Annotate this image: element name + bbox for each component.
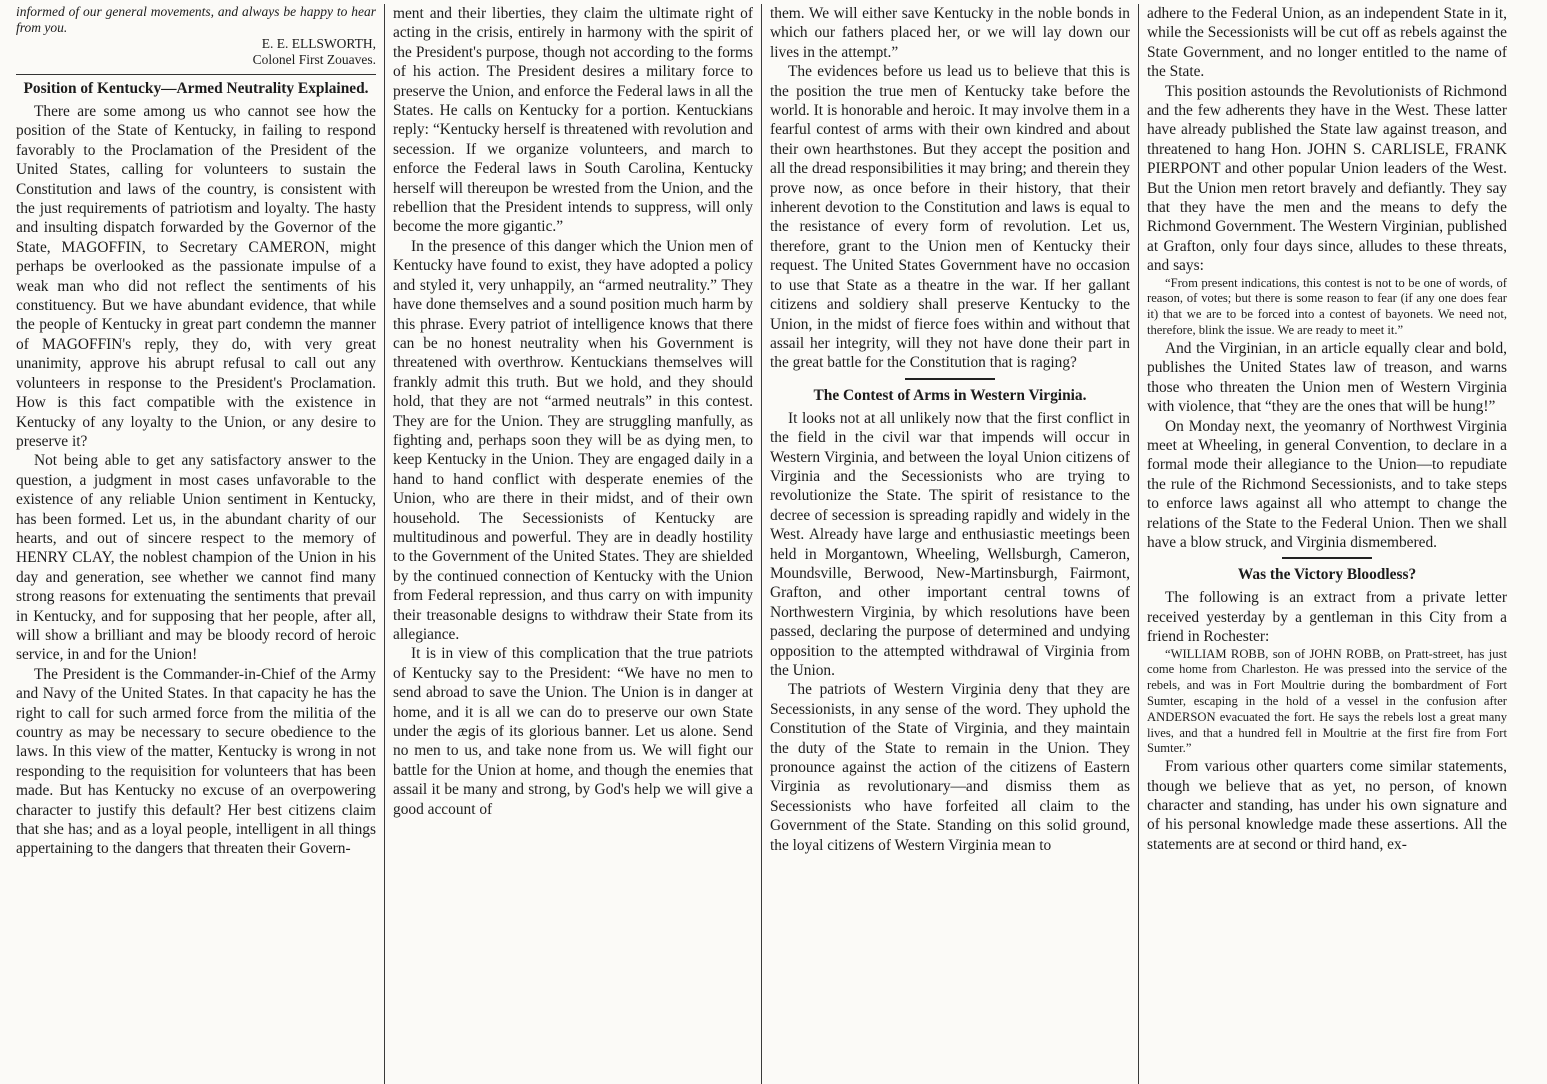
paragraph: It is in view of this complication that the true patriots of Kentucky say to the President: “We have no men to send abroad to save the Union. The Union is in danger at home, and it is all we can do to preserve our own State under the ægis of its glorious banner. Let us alone. Send no men to us, and take none from us. We will fight our battle for the Union at home, and though the enemies that assail it be many and strong, by God's help we will give a good account of	[393, 645, 753, 818]
paragraph: On Monday next, the yeomanry of Northwest Virginia meet at Wheeling, in general Convention, to declare in a formal mode their allegiance to the Union—to repudiate the rule of the Richmond Secessionists, and to take steps to enforce laws against all who attempt to change the relations of the State to the Federal Union. Then we shall have a blow struck, and Virginia dismembered.	[1147, 417, 1507, 551]
article-heading-kentucky: Position of Kentucky—Armed Neutrality Explained.	[16, 74, 376, 98]
quoted-letter: “WILLIAM ROBB, son of JOHN ROBB, on Pratt-street, has just come home from Charleston. He was pressed into the service of the rebels, and was in Fort Moultrie during the bombardment of Fort Sumter, escaping in the hold of a vessel in the confusion after ANDERSON evacuated the fort. He says the rebels lost a great many lives, and that a hundred fell in Moultrie at the first fire from Fort Sumter.”	[1147, 646, 1507, 756]
paragraph: ment and their liberties, they claim the ultimate right of acting in the crisis, entirely in harmony with the spirit of the President's purpose, though not according to the forms of his action. The President desires a military force to preserve the Union, and enforce the Federal laws in all the States. He calls on Kentucky for a portion. Kentuckians reply: “Kentucky herself is threatened with revolution and secession. If we organize volunteers, and march to enforce the Federal laws in South Carolina, Kentucky herself will thereupon be wrested from the Union, and the rebellion that the President intends to suppress, will only become the more gigantic.”	[393, 5, 753, 236]
paragraph: From various other quarters come similar statements, though we believe that as yet, no person, of known character and standing, has under his own signature and of his personal knowledge made these assertions. All the statements are at second or third hand, ex-	[1147, 758, 1507, 853]
paragraph: There are some among us who cannot see how the position of the State of Kentucky, in failing to respond favorably to the Proclamation of the President of the United States, calling for volunteers to sustain the Constitution and laws of the country, is consistent with the just requirements of patriotism and loyalty. The hasty and insulting dispatch forwarded by the Governor of the State, MAGOFFIN, to Secretary CAMERON, might perhaps be overlooked as the passionate impulse of a weak man who did not reflect the sentiments of his constituency. But we have abundant evidence, that while the people of Kentucky in great part condemn the manner of MAGOFFIN's reply, they do, with very great unanimity, approve his abrupt refusal to call out any volunteers in response to the President's Proclamation. How is this fact compatible with the existence in Kentucky of any loyalty to the Union, or any desire to preserve it?	[16, 103, 376, 450]
quoted-excerpt: “From present indications, this contest is not to be one of words, of reason, of votes; but there is some reason to fear (if any one does fear it) that we are to be forced into a contest of bayonets. We need not, therefore, blink the issue. We are ready to meet it.”	[1147, 275, 1507, 338]
paragraph: adhere to the Federal Union, as an independent State in it, while the Secessionists will be cut off as rebels against the State Government, and no longer entitled to the name of the State.	[1147, 5, 1507, 81]
paragraph: The following is an extract from a private letter received yesterday by a gentleman in this City from a friend in Rochester:	[1147, 589, 1507, 646]
paragraph: them. We will either save Kentucky in the noble bonds in which our fathers placed her, or we will lay down our lives in the attempt.”	[770, 5, 1130, 61]
column-2	[385, 4, 761, 1084]
section-divider	[1282, 557, 1372, 559]
paragraph: The patriots of Western Virginia deny that they are Secessionists, in any sense of the word. They uphold the Constitution of the State of Virginia, and they maintain the duty of the State to remain in the Union. They pronounce against the action of the citizens of Eastern Virginia as revolutionary—and dismiss them as Secessionists who have forfeited all claim to the Government of the State. Standing on this solid ground, the loyal citizens of Western Virginia mean to	[770, 681, 1130, 854]
section-divider	[905, 378, 995, 380]
paragraph: The evidences before us lead us to believe that this is the position the true men of Kentucky take before the world. It is honorable and heroic. It may involve them in a fearful contest of arms with their own kindred and about their own hearthstones. But they accept the position and all the dread responsibilities it may bring; and therein they prove now, as once before in their history, that their inherent devotion to the Constitution and laws is equal to the resistance of every form of revolution. Let us, therefore, grant to the Union men of Kentucky their request. The United States Government have no occasion to use that State as a theatre in the war. If her gallant citizens and soldiery shall preserve Kentucky to the Union, in the midst of fierce foes within and without that assail her integrity, will they not have done their part in the great battle for the Constitution that is raging?	[770, 63, 1130, 372]
paragraph: It looks not at all unlikely now that the first conflict in the field in the civil war that impends will occur in Western Virginia, and between the loyal Union citizens of Virginia and the Secessionists who are trying to revolutionize the State. The spirit of resistance to the decree of secession is spreading rapidly and widely in the West. Already have large and enthusiastic meetings been held in Morgantown, Wheeling, Wellsburgh, Cameron, Moundsville, Berwood, New-Martinsburgh, Fairmont, Grafton, and other important central towns of Northwestern Virginia, by which resolutions have been passed, declaring the purpose of determined and undying opposition to the attempted withdrawal of Virginia from the Union.	[770, 409, 1130, 679]
paragraph: In the presence of this danger which the Union men of Kentucky have found to exist, they have adopted a policy and styled it, very unhappily, an “armed neutrality.” They have done themselves and a sound position much harm by this phrase. Every patriot of intelligence knows that there can be no honest neutrality when his Government is threatened with overthrow. Kentuckians themselves will frankly admit this truth. But we hold, and they should hold, that they are not “armed neutrals” in this contest. They are for the Union. They are struggling manfully, as fighting and, perhaps soon they will be as dying men, to keep Kentucky in the Union. They are engaged daily in a hand to hand conflict with desperate enemies of the Union, who are there in their midst, and of their own household. The Secessionists of Kentucky are multitudinous and powerful. They are in deadly hostility to the Government of the United States. They are shielded by the continued connection of Kentucky with the Union from Federal repression, and thus carry on with impunity their treasonable designs to withdraw their State from its allegiance.	[393, 237, 753, 643]
top-line: informed of our general movements, and always be happy to hear from you.	[16, 4, 376, 35]
article-heading-western-virginia: The Contest of Arms in Western Virginia.	[813, 386, 1087, 404]
signature-name: E. E. ELLSWORTH,	[261, 36, 376, 51]
column-3	[762, 4, 1138, 1084]
article-heading-victory-bloodless: Was the Victory Bloodless?	[1237, 566, 1417, 584]
column-1	[8, 4, 384, 1084]
paragraph: And the Virginian, in an article equally clear and bold, publishes the United States law of treason, and warns those who threaten the Union men of Western Virginia with violence, that “they are the ones that will be hung!”	[1147, 339, 1507, 416]
column-4	[1139, 4, 1515, 1084]
paragraph: The President is the Commander-in-Chief of the Army and Navy of the United States. In that capacity he has the right to call for such armed force from the militia of the country as may be necessary to secure obedience to the laws. In this view of the matter, Kentucky is wrong in not responding to the requisition for volunteers that has been made. But has Kentucky no excuse of an overpowering character to justify this default? Her best citizens claim that she has; and as a loyal people, intelligent in all things appertaining to the dangers that threaten their Govern-	[16, 665, 376, 858]
paragraph: This position astounds the Revolutionists of Richmond and the few adherents they have in the West. These latter have already published the State law against treason, and threatened to hang Hon. JOHN S. CARLISLE, FRANK PIERPONT and other popular Union leaders of the West. But the Union men retort bravely and defiantly. They say that they have the men and the means to defy the Richmond Government. The Western Virginian, published at Grafton, only four days since, alludes to these threats, and says:	[1147, 82, 1507, 275]
signature-title: Colonel First Zouaves.	[252, 52, 376, 67]
paragraph: Not being able to get any satisfactory answer to the question, a judgment in most cases unfavorable to the existence of any reliable Union sentiment in Kentucky, has been formed. Let us, in the abundant charity of our hearts, and out of sincere respect to the memory of HENRY CLAY, the noblest champion of the Union in his day and generation, see whether we cannot find many strong reasons for extenuating the sentiments that prevail in Kentucky, and for supposing that her people, after all, will show a brilliant and may be bloody record of heroic service, in and for the Union!	[16, 452, 376, 664]
